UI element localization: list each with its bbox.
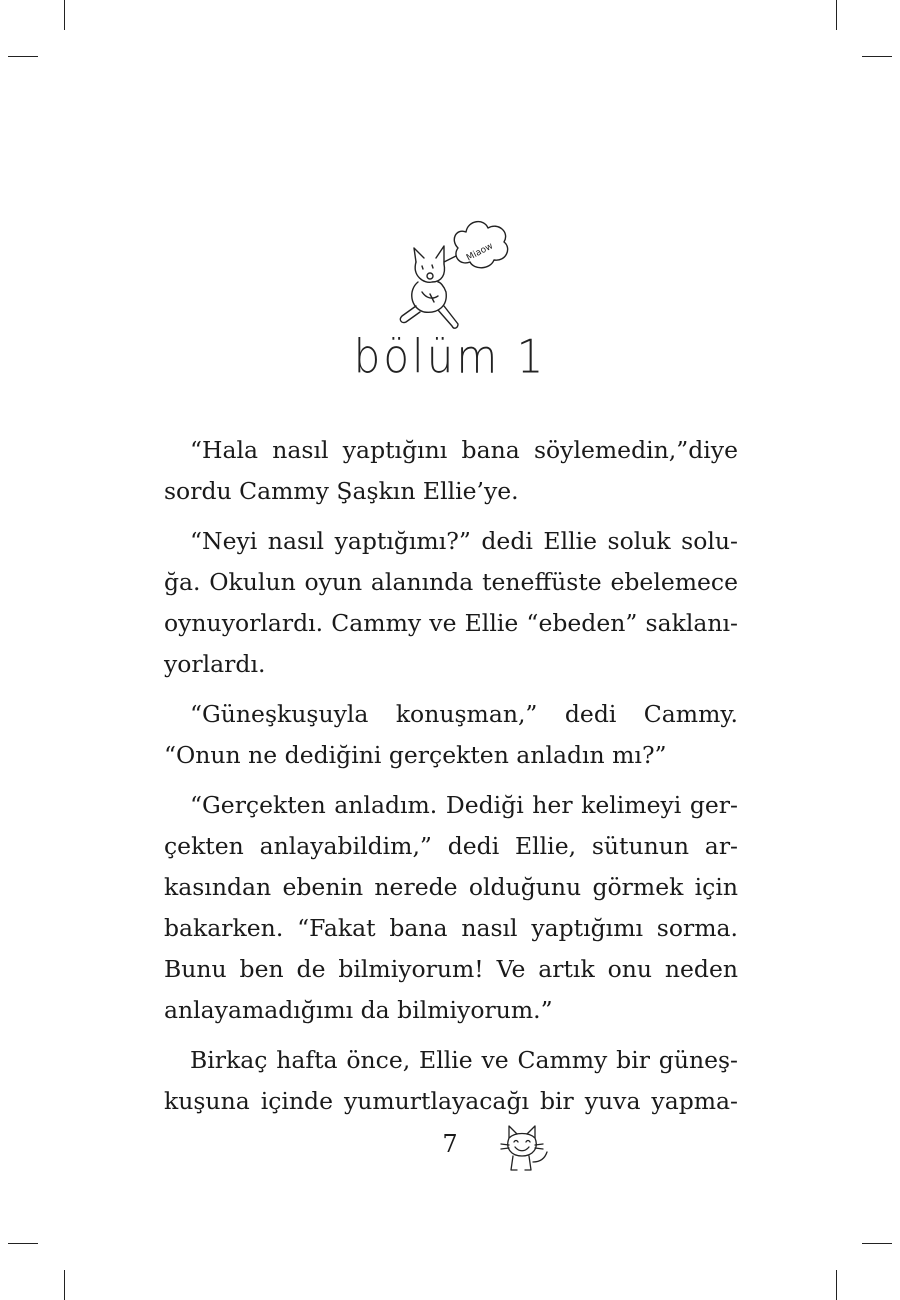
text-line: ğa. Okulun oyun alanında teneffüste ebelemece (164, 568, 738, 596)
text-line: anlayamadığımı da bilmiyorum.” (164, 996, 553, 1024)
text-line: sordu Cammy Şaşkın Ellie’ye. (164, 477, 519, 505)
text-line: kasından ebenin nerede olduğunu görmek için (164, 873, 738, 901)
text-line: oynuyorlardı. Cammy ve Ellie “ebeden” saklanı- (164, 609, 738, 637)
speech-bubble-text: Miaow (464, 241, 495, 264)
text-line: “Gerçekten anladım. Dediği her kelimeyi ger- (190, 791, 738, 819)
chapter-title: bölüm 1 (353, 329, 547, 384)
text-line: “Hala nasıl yaptığını bana söylemedin,”diye (190, 436, 738, 464)
crop-mark (64, 1270, 65, 1300)
crop-mark (862, 1243, 892, 1244)
crop-mark (862, 56, 892, 57)
text-line: “Neyi nasıl yaptığımı?” dedi Ellie soluk solu- (190, 527, 738, 555)
text-line: Bunu ben de bilmiyorum! Ve artık onu neden (164, 955, 738, 983)
paragraph-2 (164, 521, 738, 685)
text-line: “Güneşkuşuyla konuşman,” dedi Cammy. (190, 700, 738, 728)
page-number: 7 (442, 1130, 458, 1158)
speech-bubble-icon (444, 222, 508, 268)
crop-mark (64, 0, 65, 30)
smiling-cat-icon (495, 1118, 555, 1178)
paragraph-5 (164, 1040, 738, 1122)
crop-mark (8, 56, 38, 57)
text-line: Birkaç hafta önce, Ellie ve Cammy bir güneş- (190, 1046, 738, 1074)
text-line: bakarken. “Fakat bana nasıl yaptığımı sorma. (164, 914, 738, 942)
body-text (164, 430, 738, 1131)
crop-mark (8, 1243, 38, 1244)
paragraph-3 (164, 694, 738, 776)
text-line: “Onun ne dediğini gerçekten anladın mı?” (164, 741, 667, 769)
chapter-cat-illustration (380, 210, 520, 335)
paragraph-4 (164, 785, 738, 1031)
text-line: çekten anlayabildim,” dedi Ellie, sütunun ar- (164, 832, 738, 860)
paragraph-1 (164, 430, 738, 512)
text-line: yorlardı. (164, 650, 266, 678)
text-line: kuşuna içinde yumurtlayacağı bir yuva yapma- (164, 1087, 738, 1115)
crop-mark (836, 1270, 837, 1300)
crop-mark (836, 0, 837, 30)
